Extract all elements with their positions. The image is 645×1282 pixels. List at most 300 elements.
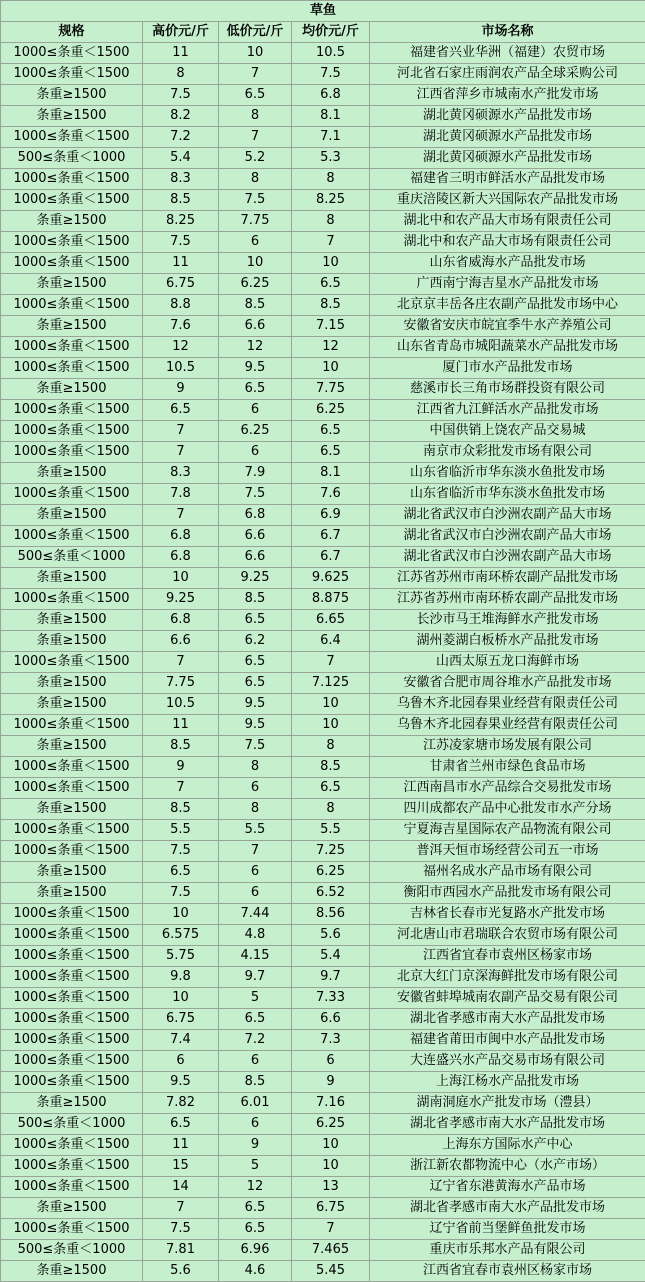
- table-row: [1, 736, 645, 757]
- cell-low-price: 5.2: [219, 148, 292, 169]
- cell-avg-price: 6.25: [292, 400, 370, 421]
- cell-avg-price: 8: [292, 799, 370, 820]
- table-row: [1, 1156, 645, 1177]
- cell-avg-price: 7.25: [292, 841, 370, 862]
- cell-high-price: 5.75: [143, 946, 219, 967]
- cell-low-price: 6: [219, 1114, 292, 1135]
- cell-low-price: 6.5: [219, 1009, 292, 1030]
- cell-market-name: 广西南宁海吉星水产品批发市场: [370, 274, 645, 295]
- cell-high-price: 7: [143, 778, 219, 799]
- table-row: [1, 442, 645, 463]
- cell-low-price: 6.5: [219, 610, 292, 631]
- cell-spec: 条重≥1500: [1, 862, 143, 883]
- cell-spec: 1000≤条重＜1500: [1, 904, 143, 925]
- cell-high-price: 7.4: [143, 1030, 219, 1051]
- cell-high-price: 8.5: [143, 190, 219, 211]
- cell-avg-price: 7: [292, 652, 370, 673]
- table-row: [1, 1009, 645, 1030]
- cell-market-name: 湖北黄冈硕源水产品批发市场: [370, 127, 645, 148]
- cell-low-price: 4.8: [219, 925, 292, 946]
- cell-spec: 条重≥1500: [1, 1093, 143, 1114]
- cell-low-price: 5: [219, 988, 292, 1009]
- cell-market-name: 湖北省孝感市南大水产品批发市场: [370, 1114, 645, 1135]
- cell-market-name: 福建省三明市鲜活水产品批发市场: [370, 169, 645, 190]
- table-row: [1, 715, 645, 736]
- cell-avg-price: 7.465: [292, 1240, 370, 1261]
- table-row: [1, 904, 645, 925]
- cell-spec: 1000≤条重＜1500: [1, 64, 143, 85]
- cell-avg-price: 7.3: [292, 1030, 370, 1051]
- table-row: [1, 1135, 645, 1156]
- cell-avg-price: 8.1: [292, 106, 370, 127]
- cell-market-name: 湖北省武汉市白沙洲农副产品大市场: [370, 547, 645, 568]
- table-row: [1, 106, 645, 127]
- cell-high-price: 8.8: [143, 295, 219, 316]
- cell-high-price: 7.75: [143, 673, 219, 694]
- cell-low-price: 6.96: [219, 1240, 292, 1261]
- cell-avg-price: 8: [292, 211, 370, 232]
- cell-low-price: 6.2: [219, 631, 292, 652]
- cell-high-price: 7: [143, 652, 219, 673]
- cell-low-price: 6.5: [219, 1198, 292, 1219]
- cell-low-price: 7.5: [219, 736, 292, 757]
- table-row: [1, 841, 645, 862]
- cell-low-price: 6: [219, 442, 292, 463]
- cell-avg-price: 7.6: [292, 484, 370, 505]
- cell-low-price: 4.6: [219, 1261, 292, 1282]
- cell-low-price: 8.5: [219, 295, 292, 316]
- cell-avg-price: 7.15: [292, 316, 370, 337]
- cell-spec: 条重≥1500: [1, 568, 143, 589]
- cell-high-price: 6.8: [143, 610, 219, 631]
- cell-avg-price: 6.75: [292, 1198, 370, 1219]
- cell-low-price: 6.01: [219, 1093, 292, 1114]
- cell-low-price: 12: [219, 1177, 292, 1198]
- cell-spec: 条重≥1500: [1, 736, 143, 757]
- table-row: [1, 211, 645, 232]
- table-row: [1, 1219, 645, 1240]
- cell-spec: 1000≤条重＜1500: [1, 358, 143, 379]
- cell-avg-price: 6.25: [292, 862, 370, 883]
- cell-high-price: 7.5: [143, 1219, 219, 1240]
- cell-market-name: 山西太原五龙口海鲜市场: [370, 652, 645, 673]
- cell-high-price: 7.8: [143, 484, 219, 505]
- cell-high-price: 5.6: [143, 1261, 219, 1282]
- table-row: [1, 43, 645, 64]
- cell-low-price: 12: [219, 337, 292, 358]
- cell-market-name: 福建省莆田市闽中水产品批发市场: [370, 1030, 645, 1051]
- cell-market-name: 湖北省武汉市白沙洲农副产品大市场: [370, 505, 645, 526]
- table-row: [1, 85, 645, 106]
- table-row: [1, 1198, 645, 1219]
- cell-spec: 1000≤条重＜1500: [1, 484, 143, 505]
- table-row: [1, 337, 645, 358]
- table-row: [1, 400, 645, 421]
- cell-avg-price: 6.25: [292, 1114, 370, 1135]
- cell-high-price: 6.75: [143, 274, 219, 295]
- table-row: [1, 652, 645, 673]
- cell-market-name: 上海江杨水产品批发市场: [370, 1072, 645, 1093]
- table-row: [1, 253, 645, 274]
- cell-spec: 1000≤条重＜1500: [1, 1072, 143, 1093]
- cell-high-price: 6.75: [143, 1009, 219, 1030]
- cell-spec: 1000≤条重＜1500: [1, 946, 143, 967]
- cell-high-price: 5.5: [143, 820, 219, 841]
- cell-high-price: 9.5: [143, 1072, 219, 1093]
- table-row: [1, 757, 645, 778]
- table-row: [1, 1072, 645, 1093]
- cell-spec: 1000≤条重＜1500: [1, 1009, 143, 1030]
- cell-market-name: 衡阳市西园水产品批发市场有限公司: [370, 883, 645, 904]
- cell-high-price: 11: [143, 253, 219, 274]
- table-row: [1, 295, 645, 316]
- cell-low-price: 9.5: [219, 358, 292, 379]
- table-row: [1, 547, 645, 568]
- cell-low-price: 6.25: [219, 274, 292, 295]
- cell-market-name: 南京市众彩批发市场有限公司: [370, 442, 645, 463]
- cell-avg-price: 9: [292, 1072, 370, 1093]
- cell-spec: 条重≥1500: [1, 316, 143, 337]
- cell-low-price: 9.5: [219, 715, 292, 736]
- cell-high-price: 8.5: [143, 799, 219, 820]
- cell-low-price: 8.5: [219, 1072, 292, 1093]
- cell-low-price: 6: [219, 862, 292, 883]
- cell-spec: 条重≥1500: [1, 631, 143, 652]
- cell-market-name: 重庆市乐邦水产品有限公司: [370, 1240, 645, 1261]
- cell-high-price: 9: [143, 379, 219, 400]
- cell-market-name: 江苏凌家塘市场发展有限公司: [370, 736, 645, 757]
- cell-avg-price: 10: [292, 253, 370, 274]
- cell-high-price: 7.82: [143, 1093, 219, 1114]
- cell-high-price: 8.3: [143, 463, 219, 484]
- cell-high-price: 9: [143, 757, 219, 778]
- cell-spec: 1000≤条重＜1500: [1, 190, 143, 211]
- cell-spec: 500≤条重＜1000: [1, 1240, 143, 1261]
- cell-market-name: 河北唐山市君瑞联合农贸市场有限公司: [370, 925, 645, 946]
- cell-low-price: 7: [219, 64, 292, 85]
- cell-market-name: 湖北省孝感市南大水产品批发市场: [370, 1198, 645, 1219]
- table-row: [1, 799, 645, 820]
- table-row: [1, 505, 645, 526]
- cell-high-price: 7.5: [143, 883, 219, 904]
- cell-spec: 1000≤条重＜1500: [1, 715, 143, 736]
- cell-low-price: 5.5: [219, 820, 292, 841]
- cell-avg-price: 5.6: [292, 925, 370, 946]
- cell-avg-price: 7.5: [292, 64, 370, 85]
- table-row: [1, 148, 645, 169]
- cell-market-name: 上海东方国际水产中心: [370, 1135, 645, 1156]
- cell-avg-price: 7.125: [292, 673, 370, 694]
- cell-spec: 1000≤条重＜1500: [1, 127, 143, 148]
- cell-market-name: 安徽省蚌埠城南农副产品交易有限公司: [370, 988, 645, 1009]
- cell-low-price: 7.9: [219, 463, 292, 484]
- cell-high-price: 10: [143, 904, 219, 925]
- cell-spec: 1000≤条重＜1500: [1, 1051, 143, 1072]
- cell-avg-price: 10: [292, 1135, 370, 1156]
- cell-low-price: 10: [219, 253, 292, 274]
- table-row: [1, 1261, 645, 1282]
- cell-low-price: 6.6: [219, 316, 292, 337]
- cell-avg-price: 8.25: [292, 190, 370, 211]
- cell-avg-price: 10: [292, 358, 370, 379]
- cell-spec: 1000≤条重＜1500: [1, 337, 143, 358]
- cell-spec: 1000≤条重＜1500: [1, 967, 143, 988]
- table-row: [1, 820, 645, 841]
- cell-market-name: 甘肃省兰州市绿色食品市场: [370, 757, 645, 778]
- table-row: [1, 316, 645, 337]
- cell-low-price: 6: [219, 232, 292, 253]
- table-row: [1, 64, 645, 85]
- table-body: [1, 43, 645, 1282]
- table-row: [1, 1177, 645, 1198]
- table-row: [1, 379, 645, 400]
- cell-spec: 1000≤条重＜1500: [1, 589, 143, 610]
- cell-avg-price: 6.52: [292, 883, 370, 904]
- cell-high-price: 15: [143, 1156, 219, 1177]
- cell-low-price: 6: [219, 778, 292, 799]
- table-row: [1, 673, 645, 694]
- cell-spec: 条重≥1500: [1, 883, 143, 904]
- cell-market-name: 山东省青岛市城阳蔬菜水产品批发市场: [370, 337, 645, 358]
- table-row: [1, 526, 645, 547]
- header-avg-price: 均价元/斤: [292, 22, 370, 43]
- header-high-price: 高价元/斤: [143, 22, 219, 43]
- cell-avg-price: 6.6: [292, 1009, 370, 1030]
- cell-high-price: 9.8: [143, 967, 219, 988]
- cell-low-price: 9.25: [219, 568, 292, 589]
- cell-spec: 1000≤条重＜1500: [1, 253, 143, 274]
- cell-avg-price: 8.1: [292, 463, 370, 484]
- cell-low-price: 8: [219, 106, 292, 127]
- cell-avg-price: 8.5: [292, 295, 370, 316]
- table-row: [1, 589, 645, 610]
- title-row: [1, 1, 645, 22]
- cell-market-name: 北京大红门京深海鲜批发市场有限公司: [370, 967, 645, 988]
- cell-high-price: 6.5: [143, 862, 219, 883]
- table-row: [1, 988, 645, 1009]
- cell-spec: 1000≤条重＜1500: [1, 1219, 143, 1240]
- table-row: [1, 358, 645, 379]
- cell-low-price: 6: [219, 883, 292, 904]
- cell-high-price: 6.8: [143, 526, 219, 547]
- cell-avg-price: 6.7: [292, 526, 370, 547]
- header-row: [1, 22, 645, 43]
- cell-avg-price: 6.8: [292, 85, 370, 106]
- cell-low-price: 6.5: [219, 379, 292, 400]
- cell-spec: 条重≥1500: [1, 379, 143, 400]
- cell-high-price: 6: [143, 1051, 219, 1072]
- cell-avg-price: 10: [292, 694, 370, 715]
- cell-avg-price: 8.5: [292, 757, 370, 778]
- cell-high-price: 11: [143, 715, 219, 736]
- cell-spec: 条重≥1500: [1, 505, 143, 526]
- cell-market-name: 江苏省苏州市南环桥农副产品批发市场: [370, 568, 645, 589]
- cell-avg-price: 10: [292, 715, 370, 736]
- cell-market-name: 江西省九江鲜活水产品批发市场: [370, 400, 645, 421]
- cell-high-price: 10.5: [143, 694, 219, 715]
- table-row: [1, 127, 645, 148]
- cell-low-price: 6.5: [219, 652, 292, 673]
- cell-market-name: 浙江新农都物流中心（水产市场）: [370, 1156, 645, 1177]
- cell-market-name: 普洱天恒市场经营公司五一市场: [370, 841, 645, 862]
- cell-avg-price: 7.75: [292, 379, 370, 400]
- cell-spec: 1000≤条重＜1500: [1, 295, 143, 316]
- cell-avg-price: 6.65: [292, 610, 370, 631]
- cell-high-price: 7.5: [143, 232, 219, 253]
- cell-avg-price: 6.5: [292, 778, 370, 799]
- cell-low-price: 7: [219, 841, 292, 862]
- cell-avg-price: 6.4: [292, 631, 370, 652]
- cell-market-name: 山东省临沂市华东淡水鱼批发市场: [370, 484, 645, 505]
- cell-market-name: 福建省兴业华洲（福建）农贸市场: [370, 43, 645, 64]
- cell-high-price: 6.6: [143, 631, 219, 652]
- cell-market-name: 江苏省苏州市南环桥农副产品批发市场: [370, 589, 645, 610]
- cell-market-name: 乌鲁木齐北园春果业经营有限责任公司: [370, 715, 645, 736]
- cell-high-price: 7.81: [143, 1240, 219, 1261]
- cell-avg-price: 6.9: [292, 505, 370, 526]
- table-row: [1, 463, 645, 484]
- cell-spec: 条重≥1500: [1, 85, 143, 106]
- cell-spec: 条重≥1500: [1, 106, 143, 127]
- cell-high-price: 7: [143, 505, 219, 526]
- cell-market-name: 湖北黄冈硕源水产品批发市场: [370, 148, 645, 169]
- cell-market-name: 江西南昌市水产品综合交易批发市场: [370, 778, 645, 799]
- cell-spec: 1000≤条重＜1500: [1, 1135, 143, 1156]
- cell-low-price: 8: [219, 169, 292, 190]
- cell-spec: 1000≤条重＜1500: [1, 442, 143, 463]
- cell-market-name: 山东省威海水产品批发市场: [370, 253, 645, 274]
- cell-high-price: 7: [143, 1198, 219, 1219]
- cell-market-name: 江西省萍乡市城南水产批发市场: [370, 85, 645, 106]
- cell-spec: 1000≤条重＜1500: [1, 1156, 143, 1177]
- cell-spec: 1000≤条重＜1500: [1, 1030, 143, 1051]
- cell-high-price: 8.5: [143, 736, 219, 757]
- cell-market-name: 重庆涪陵区新大兴国际农产品批发市场: [370, 190, 645, 211]
- cell-high-price: 7: [143, 421, 219, 442]
- cell-market-name: 安徽省安庆市皖宜季牛水产养殖公司: [370, 316, 645, 337]
- cell-spec: 条重≥1500: [1, 694, 143, 715]
- cell-avg-price: 9.625: [292, 568, 370, 589]
- cell-low-price: 6.5: [219, 673, 292, 694]
- cell-avg-price: 7.1: [292, 127, 370, 148]
- cell-market-name: 慈溪市长三角市场群投资有限公司: [370, 379, 645, 400]
- cell-avg-price: 6.7: [292, 547, 370, 568]
- table-row: [1, 967, 645, 988]
- cell-avg-price: 10: [292, 1156, 370, 1177]
- cell-low-price: 6: [219, 400, 292, 421]
- cell-market-name: 湖北中和农产品大市场有限责任公司: [370, 232, 645, 253]
- cell-high-price: 6.575: [143, 925, 219, 946]
- table-row: [1, 1093, 645, 1114]
- cell-avg-price: 5.5: [292, 820, 370, 841]
- table-row: [1, 568, 645, 589]
- cell-high-price: 9.25: [143, 589, 219, 610]
- cell-market-name: 中国供销上饶农产品交易城: [370, 421, 645, 442]
- cell-low-price: 7.5: [219, 484, 292, 505]
- cell-spec: 1000≤条重＜1500: [1, 778, 143, 799]
- table-row: [1, 883, 645, 904]
- cell-avg-price: 7: [292, 1219, 370, 1240]
- cell-avg-price: 6.5: [292, 442, 370, 463]
- cell-spec: 1000≤条重＜1500: [1, 841, 143, 862]
- table-row: [1, 421, 645, 442]
- table-row: [1, 631, 645, 652]
- cell-high-price: 8.25: [143, 211, 219, 232]
- cell-high-price: 12: [143, 337, 219, 358]
- cell-high-price: 10: [143, 988, 219, 1009]
- cell-spec: 1000≤条重＜1500: [1, 400, 143, 421]
- cell-spec: 条重≥1500: [1, 799, 143, 820]
- table-row: [1, 694, 645, 715]
- header-market-name: 市场名称: [370, 22, 645, 43]
- cell-high-price: 10: [143, 568, 219, 589]
- cell-spec: 1000≤条重＜1500: [1, 1177, 143, 1198]
- cell-spec: 条重≥1500: [1, 673, 143, 694]
- header-low-price: 低价元/斤: [219, 22, 292, 43]
- cell-market-name: 乌鲁木齐北园春果业经营有限责任公司: [370, 694, 645, 715]
- cell-avg-price: 7: [292, 232, 370, 253]
- cell-spec: 1000≤条重＜1500: [1, 526, 143, 547]
- cell-low-price: 5: [219, 1156, 292, 1177]
- cell-low-price: 6.6: [219, 526, 292, 547]
- table-row: [1, 1030, 645, 1051]
- cell-market-name: 北京京丰岳各庄农副产品批发市场中心: [370, 295, 645, 316]
- table-row: [1, 1114, 645, 1135]
- cell-low-price: 10: [219, 43, 292, 64]
- cell-market-name: 湖北黄冈硕源水产品批发市场: [370, 106, 645, 127]
- cell-high-price: 8.2: [143, 106, 219, 127]
- cell-market-name: 山东省临沂市华东淡水鱼批发市场: [370, 463, 645, 484]
- cell-high-price: 8.3: [143, 169, 219, 190]
- table-title: 草鱼: [1, 1, 645, 22]
- table-row: [1, 778, 645, 799]
- cell-avg-price: 8: [292, 169, 370, 190]
- cell-high-price: 10.5: [143, 358, 219, 379]
- cell-avg-price: 5.3: [292, 148, 370, 169]
- cell-low-price: 7.5: [219, 190, 292, 211]
- cell-high-price: 7: [143, 442, 219, 463]
- cell-low-price: 7: [219, 127, 292, 148]
- cell-low-price: 6.5: [219, 85, 292, 106]
- cell-spec: 500≤条重＜1000: [1, 547, 143, 568]
- table-row: [1, 169, 645, 190]
- cell-spec: 1000≤条重＜1500: [1, 169, 143, 190]
- cell-market-name: 湖北中和农产品大市场有限责任公司: [370, 211, 645, 232]
- table-row: [1, 232, 645, 253]
- cell-avg-price: 7.16: [292, 1093, 370, 1114]
- cell-avg-price: 5.4: [292, 946, 370, 967]
- cell-spec: 1000≤条重＜1500: [1, 988, 143, 1009]
- cell-avg-price: 6.5: [292, 421, 370, 442]
- cell-market-name: 湖南洞庭水产批发市场（澧县）: [370, 1093, 645, 1114]
- cell-market-name: 宁夏海吉星国际农产品物流有限公司: [370, 820, 645, 841]
- cell-high-price: 7.6: [143, 316, 219, 337]
- table-row: [1, 862, 645, 883]
- table-row: [1, 925, 645, 946]
- cell-high-price: 8: [143, 64, 219, 85]
- cell-high-price: 7.2: [143, 127, 219, 148]
- cell-avg-price: 8.875: [292, 589, 370, 610]
- cell-avg-price: 8.56: [292, 904, 370, 925]
- cell-market-name: 江西省宜春市袁州区杨家市场: [370, 946, 645, 967]
- cell-spec: 条重≥1500: [1, 1198, 143, 1219]
- cell-spec: 1000≤条重＜1500: [1, 652, 143, 673]
- cell-market-name: 江西省宜春市袁州区杨家市场: [370, 1261, 645, 1282]
- cell-market-name: 大连盛兴水产品交易市场有限公司: [370, 1051, 645, 1072]
- cell-low-price: 6.6: [219, 547, 292, 568]
- cell-low-price: 7.44: [219, 904, 292, 925]
- cell-avg-price: 5.45: [292, 1261, 370, 1282]
